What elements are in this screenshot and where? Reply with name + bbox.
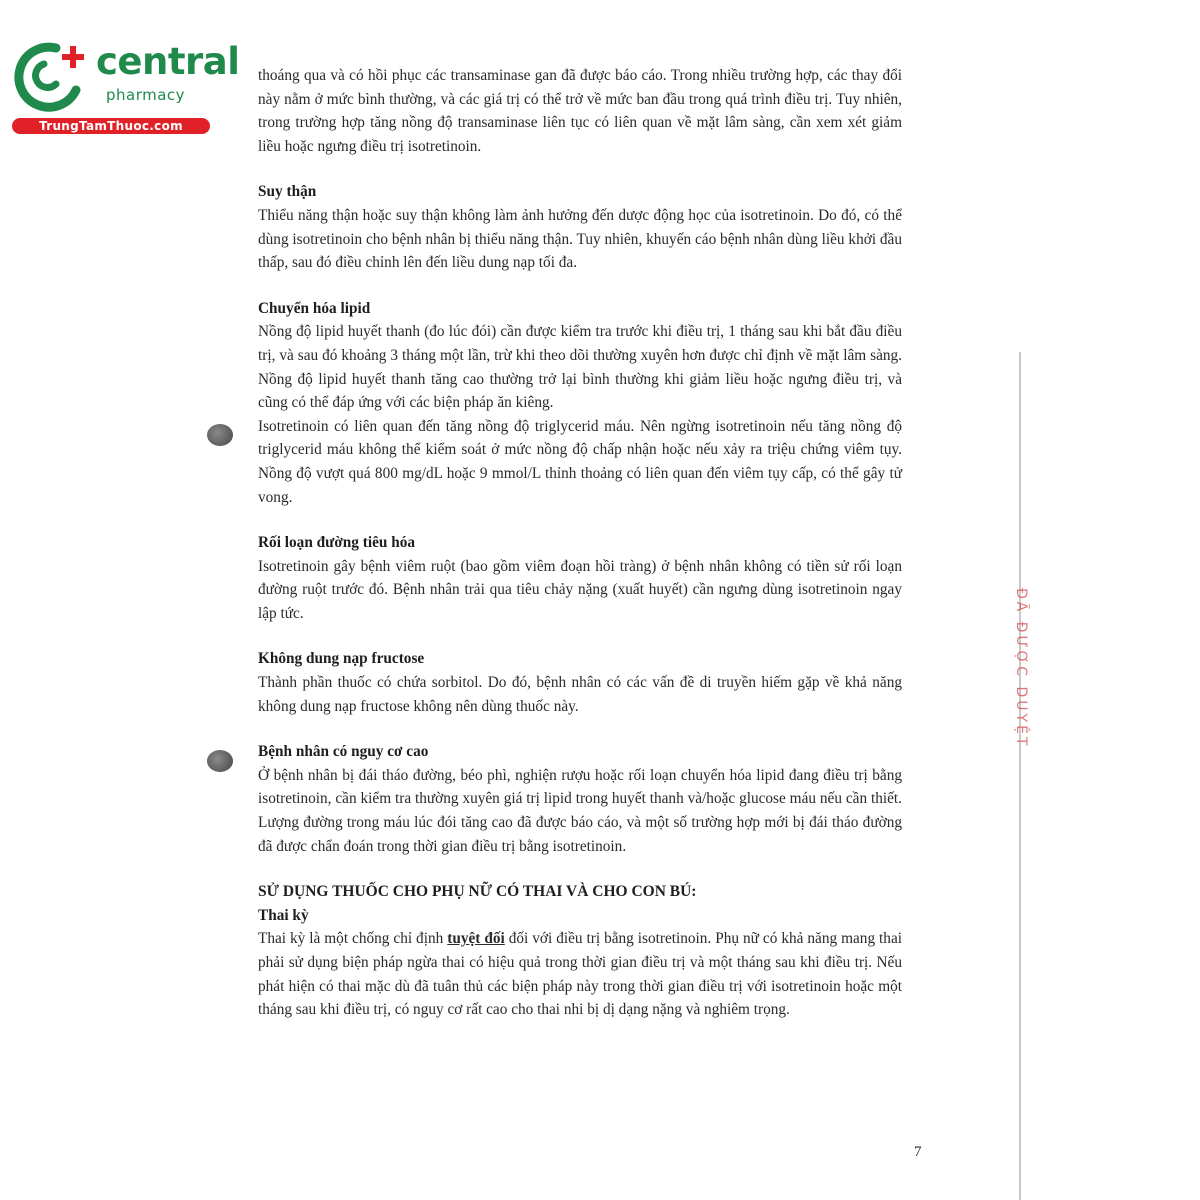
text-run: đối với điều trị bằng isotretinoin. Phụ nữ có khả năng mang thai phải sử dụng biện pháp ngừa thai có hiệu quả trong thời gian điều trị và một tháng sau khi điều trị. Nếu phát hiện có thai mặc dù đã tuân thủ các biện pháp này trong thời gian điều trị với isotretinoin hoặc một tháng sau khi điều trị, có nguy cơ rất cao cho thai nhi bị dị dạng nặng và nghiêm trọng. xyxy=(258,930,902,1019)
intro-paragraph: thoáng qua và có hồi phục các transaminase gan đã được báo cáo. Trong nhiều trường hợp, các thay đổi này nằm ở mức bình thường, và các giá trị có thể trở về mức ban đầu trong quá trình điều trị. Tuy nhiên, trong trường hợp tăng nồng độ transaminase liên tục có liên quan về mặt lâm sàng, cần xem xét giảm liều hoặc ngưng điều trị isotretinoin. xyxy=(258,67,902,155)
section-lipid xyxy=(258,297,902,509)
punch-hole xyxy=(207,424,233,446)
emphasis-absolute: tuyệt đối xyxy=(447,930,505,948)
brand-url[interactable]: TrungTamThuoc.com xyxy=(12,118,210,134)
page-edge-line xyxy=(1019,352,1021,1200)
section-paragraph: Isotretinoin có liên quan đến tăng nồng độ triglycerid máu. Nên ngừng isotretinoin nếu tăng nồng độ triglycerid máu không thể kiểm soát ở mức nồng độ chấp nhận hoặc nếu xảy ra triệu chứng viêm tụy. Nồng độ vượt quá 800 mg/dL hoặc 9 mmol/L thỉnh thoảng có liên quan đến viêm tụy cấp, có thể gây tử vong. xyxy=(258,417,902,506)
text-run: Thai kỳ là một chống chỉ định xyxy=(258,930,448,948)
section-title: Suy thận xyxy=(258,183,317,201)
punch-hole xyxy=(207,750,233,772)
section-fructose xyxy=(258,647,902,718)
section-paragraph: Nồng độ lipid huyết thanh (đo lúc đói) cần được kiểm tra trước khi điều trị, 1 tháng sau khi bắt đầu điều trị, và sau đó khoảng 3 tháng một lần, trừ khi theo dõi thường xuyên hơn được chỉ định về mặt lâm sàng. Nồng độ lipid huyết thanh tăng cao thường trở lại bình thường khi giảm liều hoặc ngưng điều trị, và cũng có thể đáp ứng với các biện pháp ăn kiêng. xyxy=(258,323,902,412)
red-stamp-mark: ĐÃ ĐƯỢC DUYỆT xyxy=(1013,588,1029,749)
section-title: Thai kỳ xyxy=(258,906,309,924)
section-high-risk xyxy=(258,740,902,858)
section-title: Chuyển hóa lipid xyxy=(258,299,371,317)
pharmacy-logo-icon xyxy=(10,38,94,114)
section-paragraph: Isotretinoin gây bệnh viêm ruột (bao gồm viêm đoạn hồi tràng) ở bệnh nhân không có tiền sử rối loạn đường ruột trước đó. Bệnh nhân trải qua tiêu chảy nặng (xuất huyết) cần ngưng dùng isotretinoin ngay lập tức. xyxy=(258,557,902,622)
section-paragraph xyxy=(258,927,902,1021)
section-gi xyxy=(258,531,902,625)
section-paragraph: Thiểu năng thận hoặc suy thận không làm ảnh hưởng đến dược động học của isotretinoin. Do đó, có thể dùng isotretinoin cho bệnh nhân bị thiểu năng thận. Tuy nhiên, khuyến cáo bệnh nhân dùng liều khởi đầu thấp, sau đó điều chỉnh lên đến liều dung nạp tối đa. xyxy=(258,206,902,272)
brand-name: central xyxy=(96,40,240,83)
section-paragraph: Thành phần thuốc có chứa sorbitol. Do đó, bệnh nhân có các vấn đề di truyền hiếm gặp về khả năng không dung nạp fructose không nên dùng thuốc này. xyxy=(258,674,902,715)
central-pharmacy-logo xyxy=(10,38,240,138)
section-pregnancy xyxy=(258,880,902,1022)
document-body xyxy=(258,64,902,1022)
major-heading: SỬ DỤNG THUỐC CHO PHỤ NỮ CÓ THAI VÀ CHO CON BÚ: xyxy=(258,883,697,901)
section-paragraph: Ở bệnh nhân bị đái tháo đường, béo phì, nghiện rượu hoặc rối loạn chuyển hóa lipid đang điều trị bằng isotretinoin, cần kiểm tra thường xuyên giá trị lipid trong huyết thanh và/hoặc glucose máu nếu cần thiết. Lượng đường trong máu lúc đói tăng cao đã được báo cáo, và một số trường hợp mới bị đái tháo đường đã được chẩn đoán trong thời gian điều trị bằng isotretinoin. xyxy=(258,766,902,855)
section-title: Không dung nạp fructose xyxy=(258,650,425,668)
section-renal xyxy=(258,180,902,274)
brand-subtitle: pharmacy xyxy=(106,86,186,104)
section-title: Rối loạn đường tiêu hóa xyxy=(258,534,416,552)
page-number: 7 xyxy=(914,1144,922,1160)
section-title: Bệnh nhân có nguy cơ cao xyxy=(258,743,429,761)
